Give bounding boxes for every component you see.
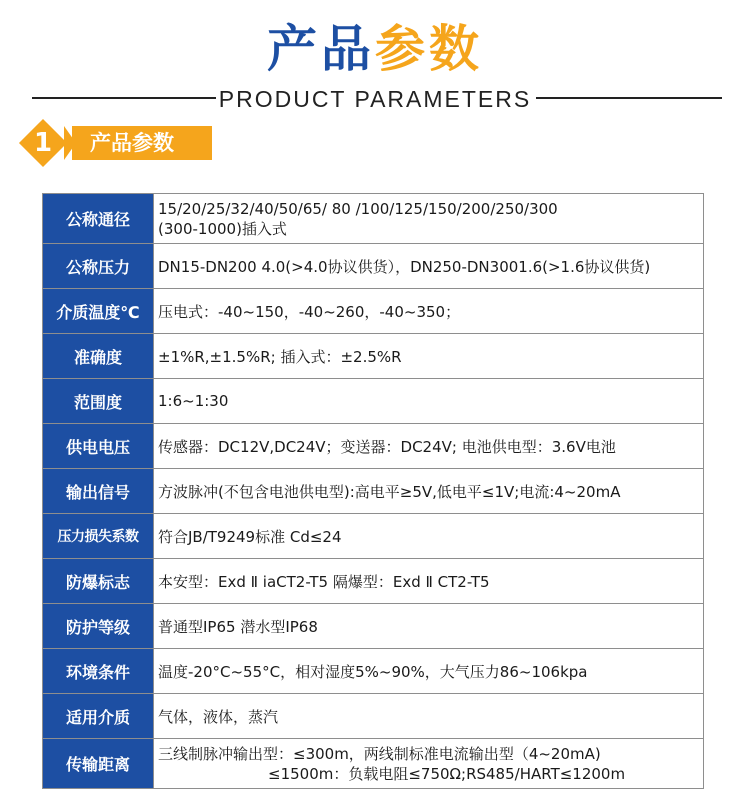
param-key: 介质温度℃	[43, 289, 154, 334]
param-key: 公称压力	[43, 244, 154, 289]
section-header	[18, 122, 218, 170]
table-row	[43, 334, 704, 379]
param-value: 普通型IP65 潜水型IP68	[154, 604, 704, 649]
table-row	[43, 649, 704, 694]
table-row	[43, 244, 704, 289]
title-part-blue: 产品	[267, 20, 375, 78]
param-key: 准确度	[43, 334, 154, 379]
param-value: 传感器：DC12V,DC24V；变送器：DC24V; 电池供电型：3.6V电池	[154, 424, 704, 469]
param-value: DN15-DN200 4.0(>4.0协议供货），DN250-DN3001.6(>1.6协议供货)	[154, 244, 704, 289]
parameters-table	[42, 193, 704, 789]
param-key: 防护等级	[43, 604, 154, 649]
param-value: 1:6~1:30	[154, 379, 704, 424]
param-value-line: 15/20/25/32/40/50/65/ 80 /100/125/150/200/250/300	[158, 199, 558, 218]
page-title	[0, 14, 750, 84]
param-key: 范围度	[43, 379, 154, 424]
param-value	[154, 194, 704, 244]
subtitle-row	[0, 84, 750, 114]
table-row	[43, 469, 704, 514]
param-value: 本安型：Exd Ⅱ iaCT2-T5 隔爆型：Exd Ⅱ CT2-T5	[154, 559, 704, 604]
section-number: 1	[33, 128, 53, 158]
param-value: 气体，液体，蒸汽	[154, 694, 704, 739]
param-key: 压力损失系数	[43, 514, 154, 559]
param-value-line: (300-1000)插入式	[158, 219, 287, 238]
table-row	[43, 379, 704, 424]
table-row	[43, 694, 704, 739]
param-key: 防爆标志	[43, 559, 154, 604]
param-value: 符合JB/T9249标准 Cd≤24	[154, 514, 704, 559]
param-value: 温度-20°C~55°C，相对湿度5%~90%，大气压力86~106kpa	[154, 649, 704, 694]
param-value-line: 三线制脉冲输出型：≤300m，两线制标准电流输出型（4~20mA)	[158, 744, 601, 763]
param-key: 公称通径	[43, 194, 154, 244]
table-row	[43, 739, 704, 789]
param-key: 供电电压	[43, 424, 154, 469]
divider-right	[536, 97, 722, 99]
page-subtitle: PRODUCT PARAMETERS	[218, 86, 532, 112]
section-label: 产品参数	[90, 131, 174, 155]
table-row	[43, 194, 704, 244]
param-value: 压电式：-40~150，-40~260，-40~350；	[154, 289, 704, 334]
param-key: 环境条件	[43, 649, 154, 694]
param-key: 输出信号	[43, 469, 154, 514]
table-row	[43, 604, 704, 649]
table-row	[43, 559, 704, 604]
table-row	[43, 289, 704, 334]
param-value-line: ≤1500m：负载电阻≤750Ω;RS485/HART≤1200m	[268, 764, 626, 783]
table-row	[43, 424, 704, 469]
param-value: ±1%R,±1.5%R; 插入式：±2.5%R	[154, 334, 704, 379]
param-value: 方波脉冲(不包含电池供电型):高电平≥5V,低电平≤1V;电流:4~20mA	[154, 469, 704, 514]
param-key: 传输距离	[43, 739, 154, 789]
param-value	[154, 739, 704, 789]
table-row	[43, 514, 704, 559]
title-part-orange: 参数	[375, 20, 483, 78]
param-key: 适用介质	[43, 694, 154, 739]
